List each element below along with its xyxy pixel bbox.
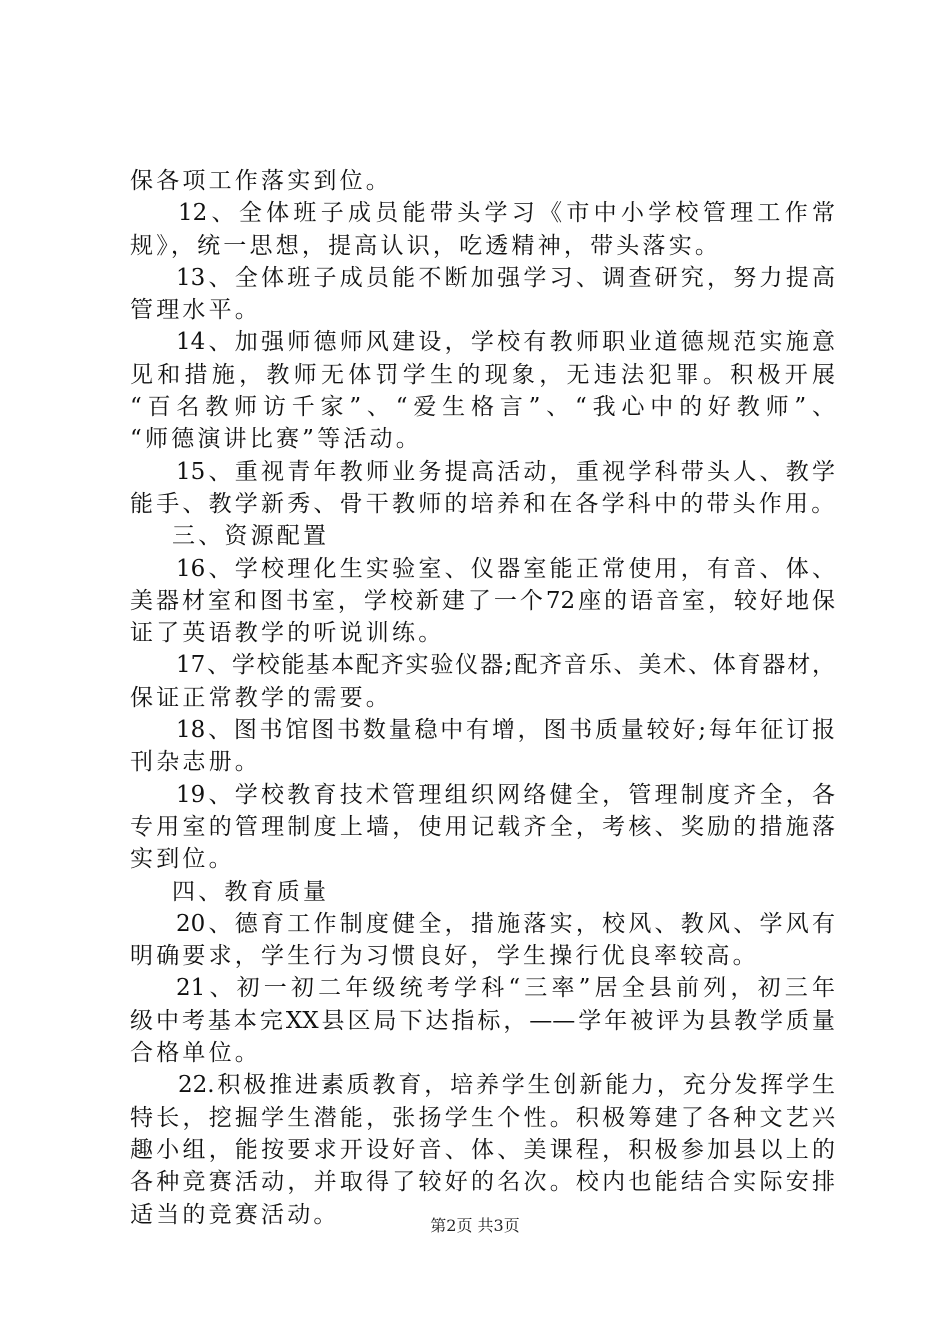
text-line: 保各项工作落实到位。: [130, 168, 392, 194]
section-heading: 三、资源配置: [172, 523, 330, 550]
text-line: 12、全体班子成员能带头学习《市中小学校管理工作常: [178, 200, 835, 227]
text-line: 各种竞赛活动，并取得了较好的名次。校内也能结合实际安排: [130, 1169, 835, 1196]
text-line: 17、学校能基本配齐实验仪器;配齐音乐、美术、体育器材，: [176, 652, 835, 679]
text-line: 刊杂志册。: [130, 749, 261, 776]
text-line: 保证正常教学的需要。: [130, 684, 392, 711]
text-line: 15、重视青年教师业务提高活动，重视学科带头人、教学: [176, 458, 835, 485]
text-line: “师德演讲比赛”等活动。: [130, 426, 422, 453]
text-line: 专用室的管理制度上墙，使用记载齐全，考核、奖励的措施落: [130, 813, 835, 840]
document-body: [130, 165, 838, 1231]
text-line: 21、初一初二年级统考学科“三率”居全县前列，初三年: [176, 975, 835, 1002]
text-line: 美器材室和图书室，学校新建了一个72座的语音室，较好地保: [130, 587, 835, 614]
text-line: 16、学校理化生实验室、仪器室能正常使用，有音、体、: [176, 555, 835, 582]
text-line: 13、全体班子成员能不断加强学习、调查研究，努力提高: [176, 264, 835, 291]
text-line: 22.积极推进素质教育，培养学生创新能力，充分发挥学生: [178, 1072, 835, 1099]
text-line: 19、学校教育技术管理组织网络健全，管理制度齐全，各: [176, 781, 835, 808]
text-line: 18、图书馆图书数量稳中有增，图书质量较好;每年征订报: [176, 717, 835, 744]
text-line: 适当的竞赛活动。: [130, 1201, 340, 1228]
text-line: 实到位。: [130, 846, 235, 873]
text-line: 14、加强师德师风建设，学校有教师职业道德规范实施意: [176, 329, 835, 356]
text-line: “百名教师访千家”、“爱生格言”、“我心中的好教师”、: [130, 394, 835, 421]
text-line: 明确要求，学生行为习惯良好，学生操行优良率较高。: [130, 943, 759, 970]
text-line: 特长，挖掘学生潜能，张扬学生个性。积极筹建了各种文艺兴: [130, 1104, 835, 1131]
page-footer: 第2页 共3页: [430, 1216, 520, 1235]
text-line: 级中考基本完XX县区局下达指标，——学年被评为县教学质量: [130, 1007, 835, 1034]
text-line: 见和措施，教师无体罚学生的现象，无违法犯罪。积极开展: [130, 361, 835, 388]
section-heading: 四、教育质量: [172, 878, 330, 905]
text-line: 能手、教学新秀、骨干教师的培养和在各学科中的带头作用。: [130, 490, 838, 517]
text-line: 20、德育工作制度健全，措施落实，校风、教风、学风有: [176, 910, 835, 937]
text-line: 规》，统一思想，提高认识，吃透精神，带头落实。: [130, 232, 722, 259]
text-line: 趣小组，能按要求开设好音、体、美课程，积极参加县以上的: [130, 1136, 835, 1163]
text-line: 合格单位。: [130, 1040, 261, 1067]
text-line: 管理水平。: [130, 297, 261, 324]
text-line: 证了英语教学的听说训练。: [130, 620, 445, 647]
